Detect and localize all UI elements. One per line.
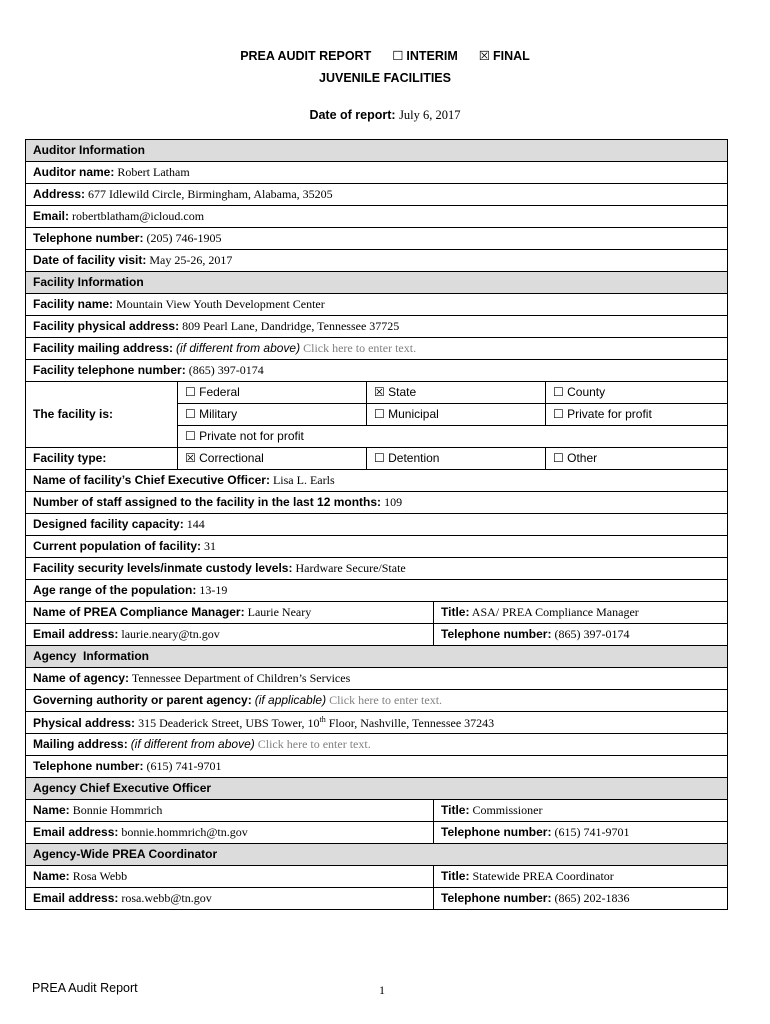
final-label: FINAL [492, 49, 530, 63]
security-levels: Hardware Secure/State [295, 561, 406, 575]
agency-name-row[interactable]: Name of agency: Tennessee Department of Children’s Services [26, 668, 728, 690]
option-state[interactable]: ☒ State [367, 382, 546, 404]
coordinator-email-row[interactable]: Email address: rosa.webb@tn.gov [26, 888, 434, 910]
interim-label: INTERIM [406, 49, 458, 63]
visit-date: May 25-26, 2017 [149, 253, 233, 267]
age-range: 13-19 [199, 583, 228, 597]
ceo-name-row[interactable]: Name: Bonnie Hommrich [26, 800, 434, 822]
pcm-name-row[interactable]: Name of PREA Compliance Manager: Laurie Neary [26, 602, 434, 624]
coordinator-section-header: Agency-Wide PREA Coordinator [26, 844, 728, 866]
ceo-phone: (615) 741-9701 [554, 825, 630, 839]
coordinator-name: Rosa Webb [72, 869, 128, 883]
coordinator-email: rosa.webb@tn.gov [121, 891, 212, 905]
final-checkbox-icon: ☒ [478, 49, 490, 63]
age-range-row[interactable]: Age range of the population: 13-19 [26, 580, 728, 602]
capacity-row[interactable]: Designed facility capacity: 144 [26, 514, 728, 536]
pcm-title-row[interactable]: Title: ASA/ PREA Compliance Manager [434, 602, 728, 624]
agency-mailing-placeholder[interactable]: Click here to enter text. [257, 737, 371, 751]
footer-report-name: PREA Audit Report [32, 981, 138, 995]
report-date [0, 108, 770, 123]
municipal-checkbox-icon[interactable]: ☐ [374, 407, 385, 421]
option-federal[interactable]: ☐ Federal [178, 382, 367, 404]
staff-count-row[interactable]: Number of staff assigned to the facility in the last 12 months: 109 [26, 492, 728, 514]
auditor-name: Robert Latham [117, 165, 190, 179]
auditor-address-row[interactable]: Address: 677 Idlewild Circle, Birmingham, Alabama, 35205 [26, 184, 728, 206]
auditor-name-row[interactable]: Auditor name: Robert Latham [26, 162, 728, 184]
private-profit-checkbox-icon[interactable]: ☐ [553, 407, 564, 421]
auditor-email: robertblatham@icloud.com [72, 209, 205, 223]
federal-checkbox-icon[interactable]: ☐ [185, 385, 196, 399]
agency-section-header: Agency Information [26, 646, 728, 668]
county-checkbox-icon[interactable]: ☐ [553, 385, 564, 399]
facility-name-row[interactable]: Facility name: Mountain View Youth Development Center [26, 294, 728, 316]
auditor-email-row[interactable]: Email: robertblatham@icloud.com [26, 206, 728, 228]
option-military[interactable]: ☐ Military [178, 404, 367, 426]
pcm-name: Laurie Neary [247, 605, 312, 619]
correctional-checkbox-icon[interactable]: ☒ [185, 451, 196, 465]
coordinator-phone: (865) 202-1836 [554, 891, 630, 905]
coordinator-title: Statewide PREA Coordinator [472, 869, 614, 883]
facility-physical-row[interactable]: Facility physical address: 809 Pearl Lane, Dandridge, Tennessee 37725 [26, 316, 728, 338]
agency-name: Tennessee Department of Children’s Services [131, 671, 351, 685]
page-number: 1 [379, 983, 385, 997]
facility-section-header: Facility Information [26, 272, 728, 294]
facility-phone-row[interactable]: Facility telephone number: (865) 397-0174 [26, 360, 728, 382]
ceo-email: bonnie.hommrich@tn.gov [121, 825, 248, 839]
military-checkbox-icon[interactable]: ☐ [185, 407, 196, 421]
option-detention[interactable]: ☐ Detention [367, 448, 546, 470]
ceo-email-row[interactable]: Email address: bonnie.hommrich@tn.gov [26, 822, 434, 844]
population: 31 [204, 539, 216, 553]
agency-physical-row[interactable]: Physical address: 315 Deaderick Street, UBS Tower, 10th Floor, Nashville, Tennessee 37243 [26, 712, 728, 734]
ceo-title: Commissioner [472, 803, 543, 817]
other-checkbox-icon[interactable]: ☐ [553, 451, 564, 465]
facility-phone: (865) 397-0174 [188, 363, 264, 377]
report-form-table [25, 139, 728, 910]
ceo-section-header: Agency Chief Executive Officer [26, 778, 728, 800]
governing-authority-row[interactable]: Governing authority or parent agency: (if applicable) Click here to enter text. [26, 690, 728, 712]
pcm-phone: (865) 397-0174 [554, 627, 630, 641]
governing-authority-placeholder[interactable]: Click here to enter text. [329, 693, 443, 707]
interim-checkbox-icon: ☐ [392, 49, 404, 63]
final-checkbox[interactable] [479, 48, 530, 63]
pcm-email-row[interactable]: Email address: laurie.neary@tn.gov [26, 624, 434, 646]
option-municipal[interactable]: ☐ Municipal [367, 404, 546, 426]
facility-physical-address: 809 Pearl Lane, Dandridge, Tennessee 37725 [182, 319, 400, 333]
private-nonprofit-checkbox-icon[interactable]: ☐ [185, 429, 196, 443]
ceo-phone-row[interactable]: Telephone number: (615) 741-9701 [434, 822, 728, 844]
pcm-phone-row[interactable]: Telephone number: (865) 397-0174 [434, 624, 728, 646]
option-private-profit[interactable]: ☐ Private for profit [546, 404, 728, 426]
security-row[interactable]: Facility security levels/inmate custody levels: Hardware Secure/State [26, 558, 728, 580]
coordinator-phone-row[interactable]: Telephone number: (865) 202-1836 [434, 888, 728, 910]
staff-count: 109 [384, 495, 403, 509]
coordinator-name-row[interactable]: Name: Rosa Webb [26, 866, 434, 888]
report-title: PREA AUDIT REPORT [240, 49, 372, 63]
pcm-email: laurie.neary@tn.gov [121, 627, 220, 641]
auditor-phone-row[interactable]: Telephone number: (205) 746-1905 [26, 228, 728, 250]
option-correctional[interactable]: ☒ Correctional [178, 448, 367, 470]
facility-mailing-placeholder[interactable]: Click here to enter text. [303, 341, 417, 355]
detention-checkbox-icon[interactable]: ☐ [374, 451, 385, 465]
facility-mailing-row[interactable]: Facility mailing address: (if different from above) Click here to enter text. [26, 338, 728, 360]
agency-phone-row[interactable]: Telephone number: (615) 741-9701 [26, 756, 728, 778]
pcm-title: ASA/ PREA Compliance Manager [471, 605, 639, 619]
agency-physical-address: 315 Deaderick Street, UBS Tower, 10th Floor, Nashville, Tennessee 37243 [138, 714, 495, 730]
date-value: July 6, 2017 [399, 108, 461, 122]
option-county[interactable]: ☐ County [546, 382, 728, 404]
facility-ceo-row[interactable]: Name of facility’s Chief Executive Officer: Lisa L. Earls [26, 470, 728, 492]
capacity: 144 [186, 517, 205, 531]
agency-mailing-row[interactable]: Mailing address: (if different from above) Click here to enter text. [26, 734, 728, 756]
facility-name: Mountain View Youth Development Center [116, 297, 325, 311]
auditor-address: 677 Idlewild Circle, Birmingham, Alabama, 35205 [88, 187, 333, 201]
option-private-nonprofit[interactable]: ☐ Private not for profit [178, 426, 728, 448]
population-row[interactable]: Current population of facility: 31 [26, 536, 728, 558]
facility-ceo: Lisa L. Earls [272, 473, 335, 487]
option-other[interactable]: ☐ Other [546, 448, 728, 470]
interim-checkbox[interactable] [392, 48, 458, 63]
coordinator-title-row[interactable]: Title: Statewide PREA Coordinator [434, 866, 728, 888]
visit-date-row[interactable]: Date of facility visit: May 25-26, 2017 [26, 250, 728, 272]
auditor-section-header: Auditor Information [26, 140, 728, 162]
auditor-phone: (205) 746-1905 [146, 231, 222, 245]
ceo-name: Bonnie Hommrich [72, 803, 163, 817]
facility-is-label: The facility is: [26, 382, 178, 448]
report-title-line [0, 48, 770, 63]
facility-type-label: Facility type: [26, 448, 178, 470]
agency-phone: (615) 741-9701 [146, 759, 222, 773]
report-subtitle: JUVENILE FACILITIES [319, 71, 451, 85]
ceo-title-row[interactable]: Title: Commissioner [434, 800, 728, 822]
date-label: Date of report: [309, 108, 396, 122]
state-checkbox-icon[interactable]: ☒ [374, 385, 385, 399]
